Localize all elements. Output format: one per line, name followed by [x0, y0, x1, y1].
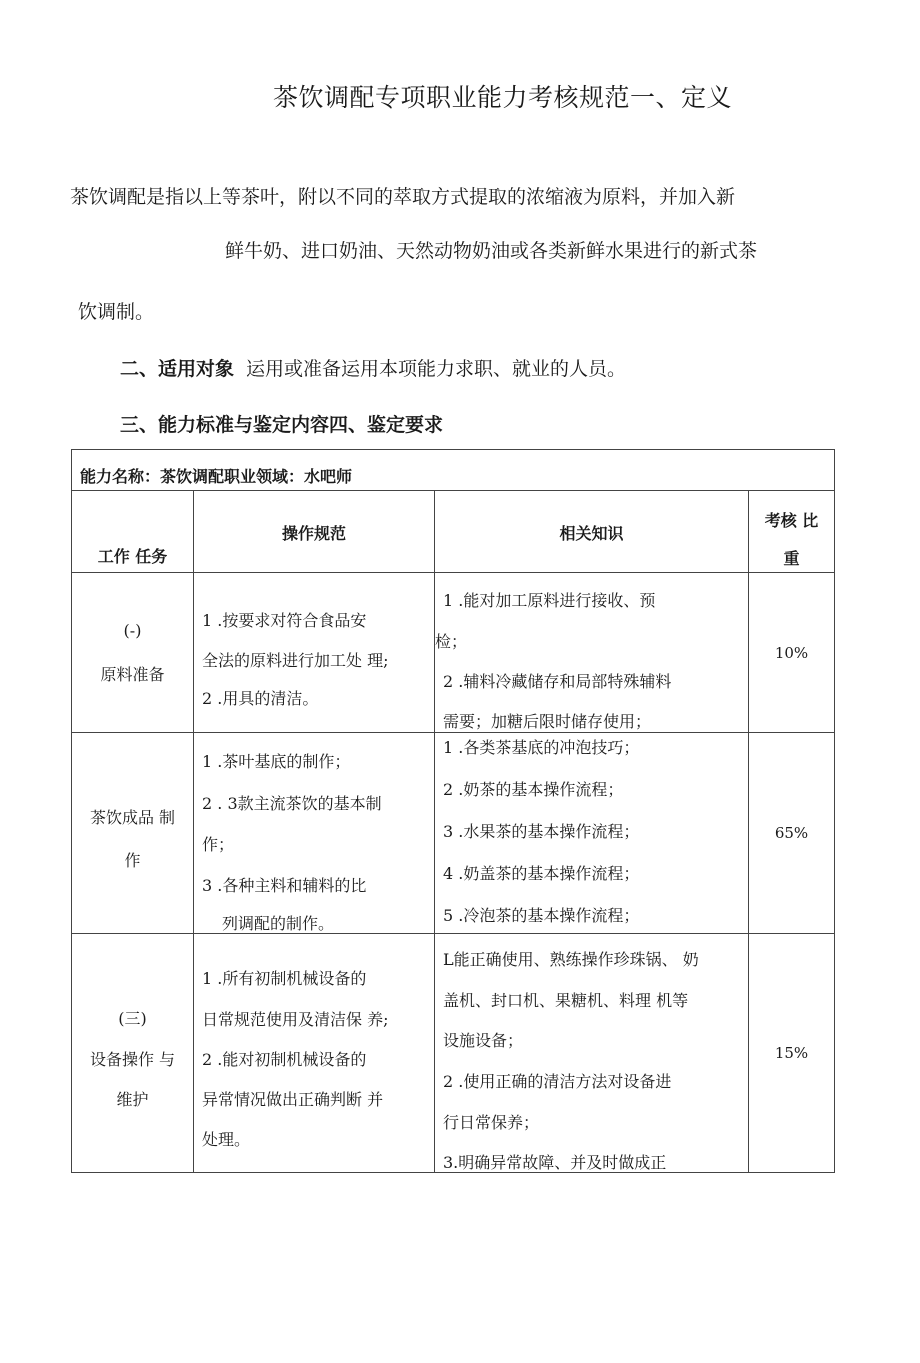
table-row	[72, 573, 835, 733]
section-standards-heading: 三、能力标准与鉴定内容四、鉴定要求	[120, 414, 444, 436]
ratio-cell: 15%	[749, 934, 835, 1173]
spec-cell: 1 .所有初制机械设备的 日常规范使用及清洁保 养; 2 .能对初制机械设备的 异常情况做出正确判断 并 处理。	[194, 934, 435, 1173]
header-task: 工作 任务	[72, 491, 194, 573]
task-cell: (-) 原料准备	[72, 573, 194, 733]
knowledge-cell: 1 .能对加工原料进行接收、预 检； 2 .辅料冷藏储存和局部特殊辅料 需要；加糖后限时储存使用；	[435, 573, 749, 733]
ratio-cell: 10%	[749, 573, 835, 733]
table-caption: 能力名称：茶饮调配职业领域：水吧师	[72, 450, 835, 491]
page-title: 茶饮调配专项职业能力考核规范一、定义	[273, 83, 733, 112]
knowledge-cell: L能正确使用、熟练操作珍珠锅、 奶 盖机、封口机、果糖机、料理 机等 设施设备； 2 .使用正确的清洁方法对设备进 行日常保养； 3.明确异常故障、并及时做成正	[435, 934, 749, 1173]
definition-line-2: 鲜牛奶、进口奶油、天然动物奶油或各类新鲜水果进行的新式茶	[225, 240, 758, 262]
definition-line-1: 茶饮调配是指以上等茶叶，附以不同的萃取方式提取的浓缩液为原料，并加入新	[70, 186, 736, 208]
task-cell: (三) 设备操作 与 维护	[72, 934, 194, 1173]
table-row	[72, 733, 835, 934]
knowledge-cell: 1 .各类茶基底的冲泡技巧； 2 .奶茶的基本操作流程； 3 .水果茶的基本操作流程； 4 .奶盖茶的基本操作流程； 5 .冷泡茶的基本操作流程；	[435, 733, 749, 934]
competency-table	[71, 449, 835, 1173]
spec-cell: 1 .按要求对符合食品安 全法的原料进行加工处 理; 2 .用具的清洁。	[194, 573, 435, 733]
task-cell: 茶饮成品 制 作	[72, 733, 194, 934]
section-applicable-heading: 二、适用对象	[120, 358, 235, 380]
spec-cell: 1 .茶叶基底的制作； 2 . 3款主流茶饮的基本制 作； 3 .各种主料和辅料的比 列调配的制作。	[194, 733, 435, 934]
section-applicable	[120, 354, 626, 381]
header-knowledge: 相关知识	[435, 491, 749, 573]
definition-line-3: 饮调制。	[78, 301, 155, 323]
section-applicable-text: 运用或准备运用本项能力求职、就业的人员。	[246, 358, 627, 380]
ratio-cell: 65%	[749, 733, 835, 934]
header-ratio: 考核 比 重	[749, 491, 835, 573]
table-row	[72, 934, 835, 1173]
header-spec: 操作规范	[194, 491, 435, 573]
